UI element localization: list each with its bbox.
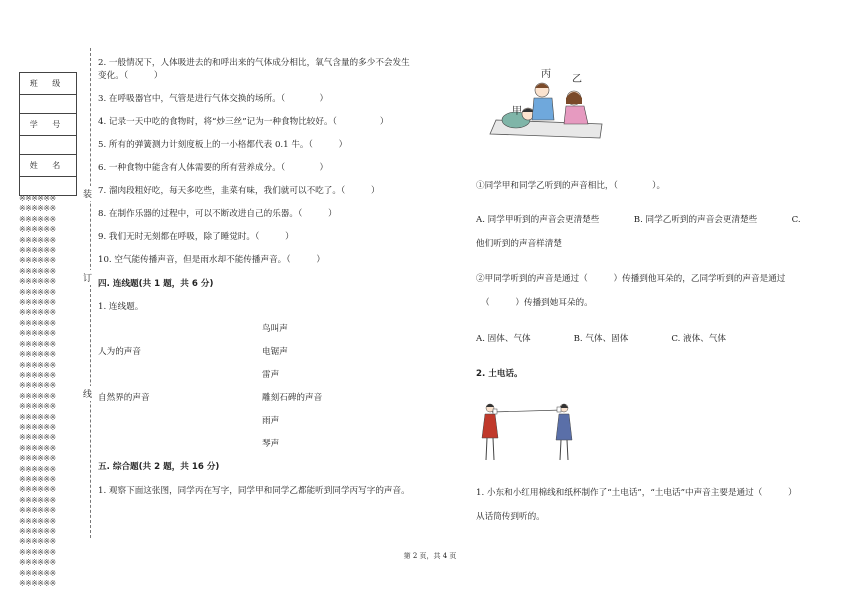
string-telephone-figure: [478, 398, 576, 468]
section-5-q1: 1. 观察下面这张图，同学丙在写字，同学甲和同学乙都能听到同学丙写字的声音。: [98, 486, 410, 496]
section-4-question: 1. 连线题。: [98, 302, 144, 312]
name-label: 姓 名: [20, 155, 77, 177]
tf-item-6: 6. 一种食物中能含有人体需要的所有营养成分。（ ）: [98, 163, 329, 173]
q1-part2-options[interactable]: A. 固体、气体 B. 气体、固体 C. 液体、气体: [476, 334, 727, 344]
match-right-thunder[interactable]: 雷声: [262, 370, 280, 380]
figure-label-jia: 甲: [512, 106, 522, 117]
class-field[interactable]: [20, 95, 77, 114]
fold-mark-staple: 订: [83, 270, 92, 285]
fold-mark-line: 线: [83, 386, 92, 401]
match-right-carving[interactable]: 雕刻石碑的声音: [262, 393, 323, 403]
section-5-title: 五. 综合题(共 2 题，共 16 分): [98, 462, 220, 472]
student-info-table: [19, 72, 77, 196]
match-right-piano[interactable]: 琴声: [262, 439, 280, 449]
tf-item-8: 8. 在制作乐器的过程中，可以不断改进自己的乐器。（ ）: [98, 209, 337, 219]
tf-item-3: 3. 在呼吸器官中，气管是进行气体交换的场所。（ ）: [98, 94, 329, 104]
q1-part2-line1: ②甲同学听到的声音是通过（ ）传播到他耳朵的，乙同学听到的声音是通过: [476, 274, 786, 284]
q1-part1: ①同学甲和同学乙听到的声音相比，（ ）。: [476, 181, 666, 191]
tf-item-4: 4. 记录一天中吃的食物时，将“炒三丝”记为一种食物比较好。（ ）: [98, 117, 389, 127]
fold-mark-bind: 装: [83, 186, 92, 201]
q2-part1-line1: 1. 小东和小红用棉线和纸杯制作了“土电话”，“土电话”中声音主要是通过（ ）: [476, 488, 797, 498]
match-right-rain[interactable]: 雨声: [262, 416, 280, 426]
student-id-label: 学 号: [20, 114, 77, 136]
q2-title: 2. 土电话。: [476, 369, 523, 379]
figure-label-bing: 丙: [541, 69, 551, 80]
q2-part1-line2: 从话筒传到听的。: [476, 512, 545, 522]
student-id-field[interactable]: [20, 136, 77, 155]
figure-label-yi: 乙: [572, 74, 582, 85]
section-4-title: 四. 连线题(共 1 题，共 6 分): [98, 279, 214, 289]
tf-item-9: 9. 我们无时无刻都在呼吸，除了睡觉时。（ ）: [98, 232, 294, 242]
page-footer: 第 2 页，共 4 页: [403, 552, 457, 560]
q1-part1-options-a[interactable]: A. 同学甲听到的声音会更清楚些 B. 同学乙听到的声音会更清楚些 C.: [476, 215, 801, 225]
q1-part1-options-b[interactable]: 他们听到的声音样清楚: [476, 239, 562, 249]
class-label: 班 级: [20, 73, 77, 95]
tf-item-7: 7. 溜肉段粗好吃，每天多吃些，韭菜有味，我们就可以不吃了。（ ）: [98, 186, 380, 196]
tf-item-5: 5. 所有的弹簧测力计刻度板上的一小格都代表 0.1 牛。（ ）: [98, 140, 348, 150]
match-right-bird[interactable]: 鸟叫声: [262, 324, 288, 334]
match-right-saw[interactable]: 电锯声: [262, 347, 288, 357]
tf-item-2a: 2. 一般情况下，人体吸进去的和呼出来的气体成分相比，氧气含量的多少不会发生: [98, 58, 410, 68]
sidebar-hatch-pattern: ※※※※※※ ※※※※※※ ※※※※※※ ※※※※※※ ※※※※※※ ※※※※※※ ※※※※※※ ※※※※※※ ※※※※※※ ※※※※※※ ※※※※※※ ※※※※※※ ※※※※※※ ※※※※※※ ※※※※※※ ※※※※※※ ※※※※※※ ※※※※※※ ※※※※※※ ※※※※※※ ※※※※※※ ※※※※※※ ※※※※※※ ※※※※※※ ※※※※※※ ※※※※※※ ※※※※※※ ※※※※※※ ※※※※※※ ※※※※※※ ※※※※※※ ※※※※※※ ※※※※※※ ※※※※※※ ※※※※※※ ※※※※※※ ※※※※※※ ※※※※※※: [19, 194, 56, 586]
tf-item-10: 10. 空气能传播声音，但是雨水却不能传播声音。（ ）: [98, 255, 325, 265]
tf-item-2b: 变化。（ ）: [98, 71, 163, 81]
q1-part2-line2: （ ）传播到她耳朵的。: [481, 298, 593, 308]
binding-dashed-line: [90, 48, 91, 538]
match-left-nature[interactable]: 自然界的声音: [98, 393, 150, 403]
match-left-human[interactable]: 人为的声音: [98, 347, 141, 357]
name-field[interactable]: [20, 177, 77, 196]
